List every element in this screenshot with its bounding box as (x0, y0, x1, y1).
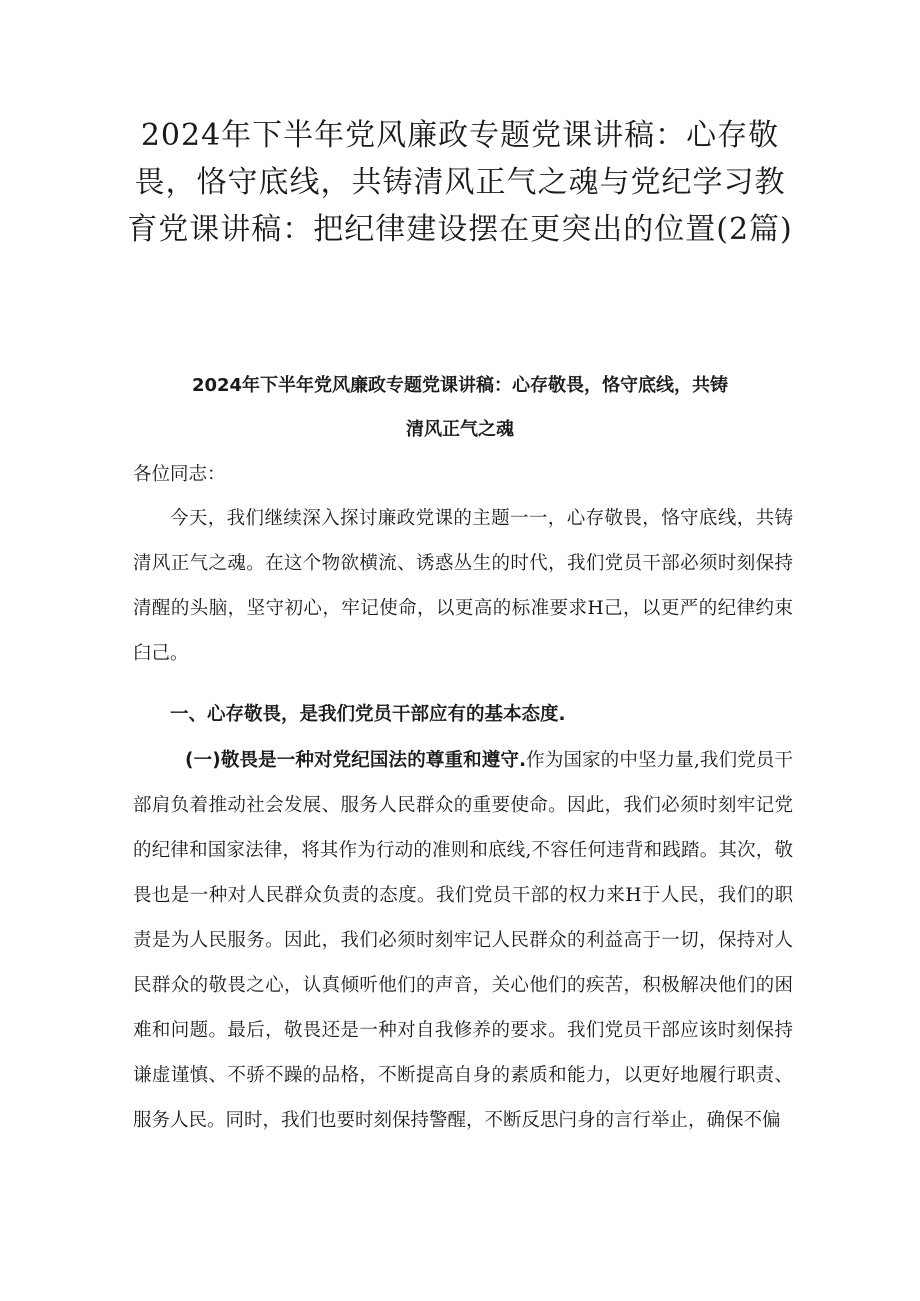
section-heading-1: 一、心存敬畏，是我们党员干部应有的基本态度. (170, 704, 566, 725)
subsection-paragraph-1 (133, 738, 793, 1143)
speech-title-line1: 2024年下半年党风廉政专题党课讲稿：心存敬畏，恪守底线，共铸 (191, 375, 729, 396)
subsection-body: 作为国家的中坚力量,我们党员干部肩负着推动社会发展、服务人民群众的重要使命。因此，我们必须时刻牢记党的纪律和国家法律，将其作为行动的准则和底线,不容任何违背和践踏。其次，敬畏也是一种对人民群众负责的态度。我们党员干部的权力来H于人民，我们的职责是为人民服务。因此，我们必须时刻牢记人民群众的利益高于一切，保持对人民群众的敬畏之心，认真倾听他们的声音，关心他们的疾苦，积极解决他们的困难和问题。最后，敬畏还是一种对自我修养的要求。我们党员干部应该时刻保持谦虚谨慎、不骄不躁的品格，不断提高自身的素质和能力，以更好地履行职责、服务人民。同时，我们也要时刻保持警醒，不断反思闩身的言行举止，确保不偏 (133, 750, 793, 1131)
speech-title (120, 364, 800, 452)
greeting: 各位同志： (133, 464, 226, 485)
subsection-heading: (一)敬畏是一种对党纪国法的尊重和遵守. (185, 750, 527, 771)
speech-title-line2: 清风正气之魂 (406, 419, 514, 440)
document-main-title: 2024年下半年党风廉政专题党课讲稿：心存敬畏，恪守底线，共铸清风正气之魂与党纪学习教育党课讲稿：把纪律建设摆在更突出的位置(2篇) (127, 118, 793, 247)
opening-paragraph: 今天，我们继续深入探讨廉政党课的主题一一，心存敬畏，恪守底线，共铸清风正气之魂。在这个物欲横流、诱惑丛生的时代，我们党员干部必须时刻保持清醒的头脑，坚守初心，牢记使命，以更高的标准要求H己，以更严的纪律约束臼己。 (133, 508, 793, 664)
